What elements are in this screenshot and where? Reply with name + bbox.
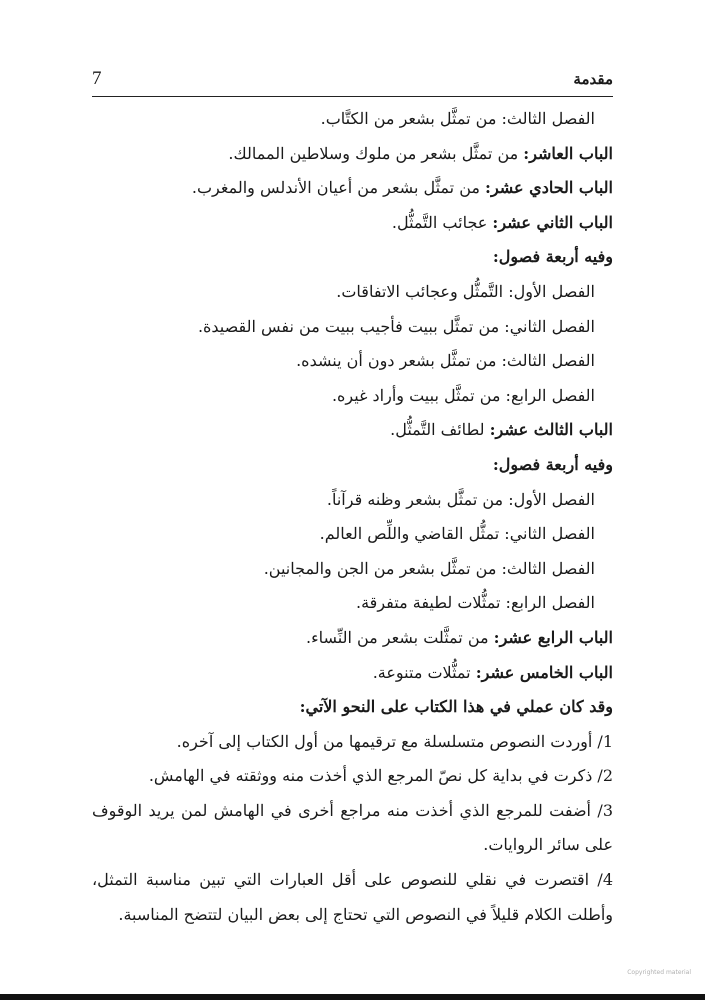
subheading-line: وفيه أربعة فصول: [492, 247, 613, 267]
chapter-line: الفصل الثالث: من تمثَّل بشعر من الكتَّاب. [320, 109, 595, 128]
method-item: 2/ ذكرت في بداية كل نصّ المرجع الذي أخذت منه ووثقته في الهامش. [148, 766, 613, 786]
subheading-line: وقد كان عملي في هذا الكتاب على النحو الآتي: [299, 697, 613, 717]
chapter-line: الفصل الثاني: تمثُّل القاضي واللِّص العالم. [319, 524, 595, 544]
running-title: مقدمة [573, 70, 613, 88]
page-header [92, 66, 613, 97]
chapter-line: الفصل الأول: التَّمثُّل وعجائب الاتفاقات. [336, 281, 595, 301]
section-line: الباب الثالث عشر: لطائف التَّمثُّل. [390, 420, 613, 440]
chapter-line: الفصل الرابع: تمثُّلات لطيفة متفرقة. [356, 593, 595, 613]
chapter-line: الفصل الأول: من تمثَّل بشعر وظنه قرآناً. [326, 489, 595, 509]
section-line: الباب الحادي عشر: من تمثَّل بشعر من أعيان الأندلس والمغرب. [191, 178, 613, 198]
method-item: 4/ اقتصرت في نقلي للنصوص على أقل العبارات التي تبين مناسبة التمثل، وأطلت الكلام قليلاً في النصوص التي تحتاج إلى بعض البيان لتتضح المناسبة. [92, 870, 613, 924]
watermark: Copyrighted material [627, 969, 691, 976]
section-line: الباب العاشر: من تمثَّل بشعر من ملوك وسلاطين الممالك. [228, 143, 613, 163]
subheading-line: وفيه أربعة فصول: [492, 454, 613, 474]
page-number: 7 [92, 68, 102, 89]
bottom-bar [0, 994, 705, 1000]
section-line: الباب الثاني عشر: عجائب التَّمثُّل. [391, 212, 613, 232]
method-item: 3/ أضفت للمرجع الذي أخذت منه مراجع أخرى في الهامش لمن يريد الوقوف على سائر الروايات. [92, 800, 613, 855]
section-line: الباب الخامس عشر: تمثُّلات متنوعة. [372, 662, 613, 682]
page-body [92, 102, 613, 932]
chapter-line: الفصل الرابع: من تمثَّل ببيت وأراد غيره. [331, 385, 595, 405]
section-line: الباب الرابع عشر: من تمثَّلت بشعر من النِّساء. [306, 627, 613, 647]
chapter-line: الفصل الثالث: من تمثَّل بشعر من الجن والمجانين. [263, 558, 595, 578]
chapter-line: الفصل الثاني: من تمثَّل ببيت فأجيب ببيت من نفس القصيدة. [197, 316, 595, 336]
method-item: 1/ أوردت النصوص متسلسلة مع ترقيمها من أول الكتاب إلى آخره. [176, 731, 613, 751]
chapter-line: الفصل الثالث: من تمثَّل بشعر دون أن ينشده. [296, 351, 595, 371]
